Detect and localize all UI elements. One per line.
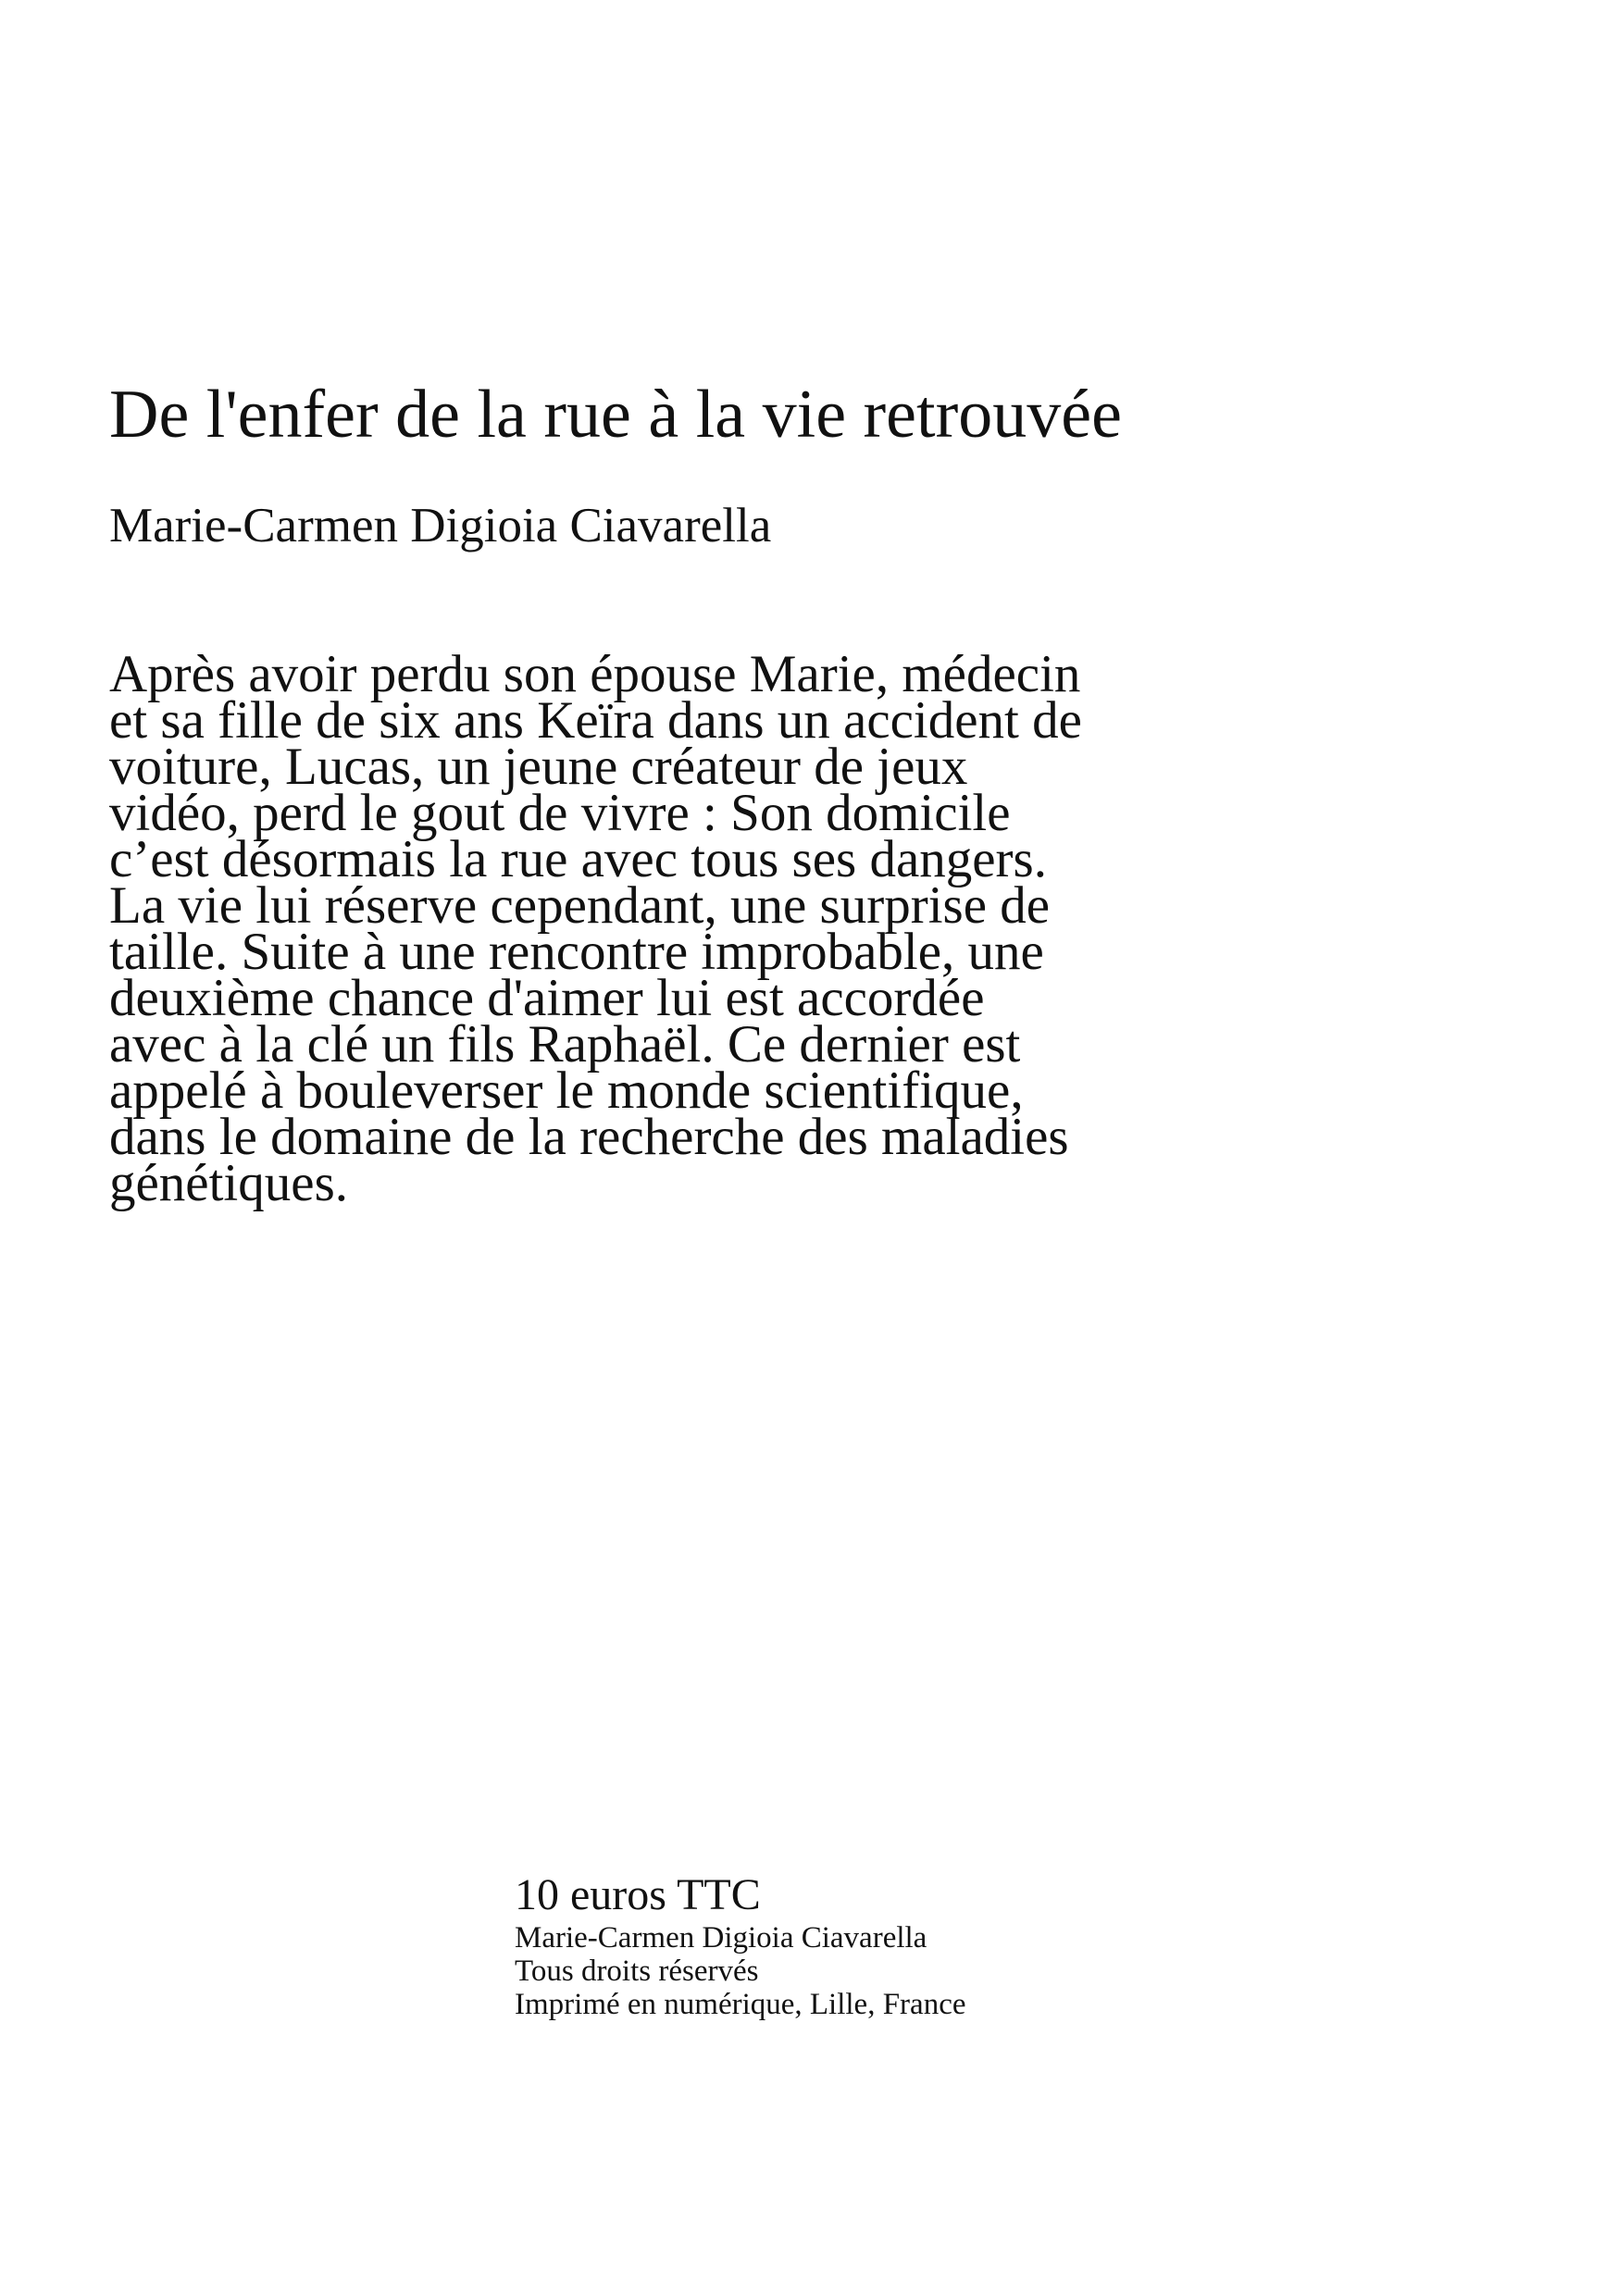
price-label: 10 euros TTC bbox=[515, 1870, 761, 1919]
blurb-line: deuxième chance d'aimer lui est accordée bbox=[109, 969, 985, 1027]
blurb-line: c’est désormais la rue avec tous ses dangers. bbox=[109, 830, 1047, 888]
blurb-line: dans le domaine de la recherche des maladies bbox=[109, 1108, 1069, 1166]
rights-notice: Tous droits réservés bbox=[515, 1955, 759, 1988]
blurb-line: Après avoir perdu son épouse Marie, médecin bbox=[109, 645, 1081, 703]
blurb-line: et sa fille de six ans Keïra dans un accident de bbox=[109, 691, 1082, 750]
printing-notice: Imprimé en numérique, Lille, France bbox=[515, 1988, 966, 2021]
blurb-line: vidéo, perd le gout de vivre : Son domicile bbox=[109, 784, 1011, 842]
colophon-author: Marie-Carmen Digioia Ciavarella bbox=[515, 1921, 927, 1955]
blurb-line: La vie lui réserve cependant, une surprise de bbox=[109, 876, 1051, 935]
blurb-line: avec à la clé un fils Raphaël. Ce dernier est bbox=[109, 1015, 1021, 1074]
blurb-line: appelé à bouleverser le monde scientifique, bbox=[109, 1061, 1024, 1120]
book-blurb bbox=[109, 645, 1257, 1212]
book-title: De l'enfer de la rue à la vie retrouvée bbox=[109, 377, 1122, 453]
blurb-line: taille. Suite à une rencontre improbable, une bbox=[109, 923, 1044, 981]
colophon bbox=[515, 1869, 1440, 2021]
blurb-line: voiture, Lucas, un jeune créateur de jeux bbox=[109, 738, 968, 796]
book-author: Marie-Carmen Digioia Ciavarella bbox=[109, 499, 772, 552]
blurb-line: génétiques. bbox=[109, 1154, 349, 1212]
